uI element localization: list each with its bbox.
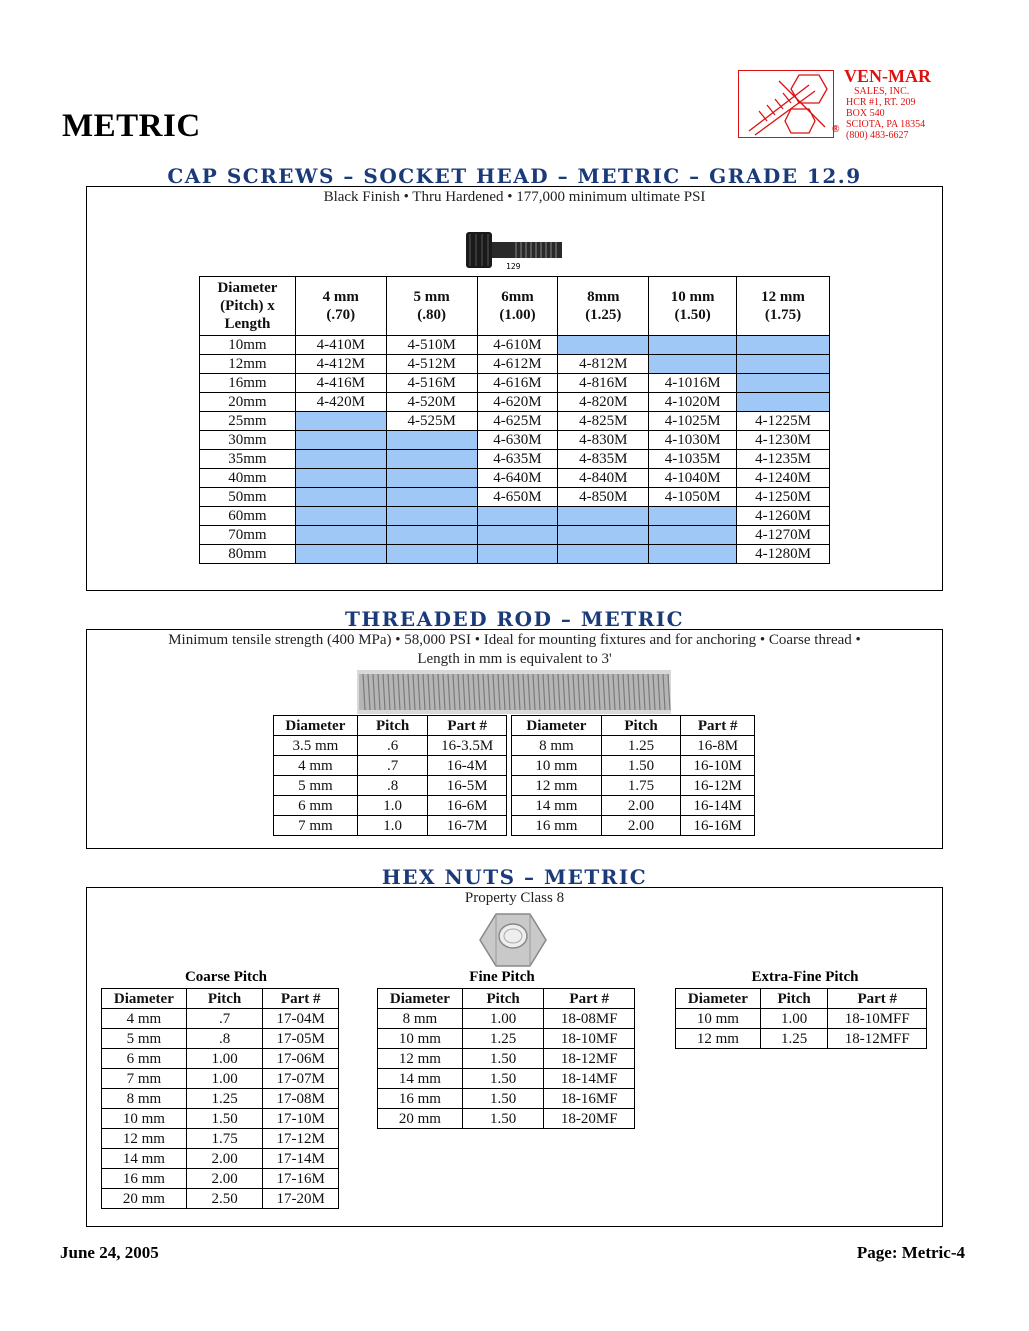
header-pitch: Pitch [186,989,263,1009]
pitch-cell: 1.00 [760,1009,828,1029]
part-number-cell: 16-5M [428,776,507,796]
pitch-cell: 1.50 [462,1109,544,1129]
header-diameter: Diameter [378,989,463,1009]
diameter-cell: 7 mm [274,816,358,836]
header-size-column [477,277,558,336]
part-number-cell: 4-640M [477,469,558,488]
pitch-cell: 1.25 [462,1029,544,1049]
unavailable-cell [386,488,477,507]
header-part-number: Part # [428,716,507,736]
header-diameter: Diameter [512,716,602,736]
header-line-2: (Pitch) x [220,298,275,314]
pitch-cell: .8 [357,776,428,796]
diameter-cell: 12 mm [378,1049,463,1069]
extra-fine-pitch-table [675,988,927,1049]
header-size: 8mm [587,289,620,305]
part-number-cell: 17-14M [263,1149,339,1169]
unavailable-cell [649,526,737,545]
part-number-cell: 18-10MF [544,1029,635,1049]
part-number-cell: 4-630M [477,431,558,450]
header-pitch: (1.00) [499,307,536,323]
coarse-pitch-body [102,1009,339,1209]
table-row [200,488,830,507]
pitch-cell: 1.00 [462,1009,544,1029]
diameter-cell: 5 mm [102,1029,187,1049]
part-number-cell: 4-820M [558,393,649,412]
hex-nuts-description: Property Class 8 [464,890,565,906]
part-number-cell: 4-1240M [737,469,830,488]
table-row [102,1169,339,1189]
logo-line-5: (800) 483-6627 [846,130,909,141]
length-cell: 60mm [200,507,296,526]
pitch-cell: 1.50 [462,1069,544,1089]
diameter-cell: 14 mm [512,796,602,816]
unavailable-cell [558,545,649,564]
table-row [274,796,507,816]
part-number-cell: 17-07M [263,1069,339,1089]
diameter-cell: 8 mm [102,1089,187,1109]
pitch-cell: .6 [357,736,428,756]
unavailable-cell [477,526,558,545]
table-row [200,526,830,545]
diameter-cell: 14 mm [102,1149,187,1169]
header-part-number: Part # [828,989,927,1009]
part-number-cell: 4-412M [295,355,386,374]
part-number-cell: 4-840M [558,469,649,488]
part-number-cell: 4-1230M [737,431,830,450]
unavailable-cell [649,507,737,526]
table-row [676,1009,927,1029]
table-row [102,1069,339,1089]
unavailable-cell [649,545,737,564]
unavailable-cell [295,545,386,564]
table-row [512,756,755,776]
table-row [274,776,507,796]
part-number-cell: 4-812M [558,355,649,374]
threaded-rod-description [86,631,943,669]
table-row [200,507,830,526]
pitch-cell: 1.00 [186,1069,263,1089]
unavailable-cell [477,545,558,564]
unavailable-cell [386,469,477,488]
diameter-cell: 16 mm [378,1089,463,1109]
header-size-column [295,277,386,336]
header-size-column [558,277,649,336]
length-cell: 25mm [200,412,296,431]
part-number-cell: 4-1016M [649,374,737,393]
cap-screws-body [200,336,830,564]
table-row [378,1049,635,1069]
part-number-cell: 4-1025M [649,412,737,431]
extra-fine-pitch-title: Extra-Fine Pitch [751,969,859,985]
part-number-cell: 17-05M [263,1029,339,1049]
pitch-cell: 1.50 [462,1089,544,1109]
part-number-cell: 18-12MF [544,1049,635,1069]
table-row [102,1149,339,1169]
pitch-cell: .7 [186,1009,263,1029]
company-logo [738,66,968,141]
unavailable-cell [477,507,558,526]
table-row [200,469,830,488]
grade-stamp-label: 129 [506,262,521,271]
header-pitch: (1.25) [585,307,622,323]
unavailable-cell [295,469,386,488]
pitch-cell: 1.00 [186,1049,263,1069]
part-number-cell: 17-06M [263,1049,339,1069]
part-number-cell: 4-825M [558,412,649,431]
diameter-cell: 3.5 mm [274,736,358,756]
length-cell: 30mm [200,431,296,450]
diameter-cell: 5 mm [274,776,358,796]
table-row [200,393,830,412]
unavailable-cell [558,507,649,526]
pitch-cell: 2.00 [186,1149,263,1169]
part-number-cell: 18-14MF [544,1069,635,1089]
cap-screws-table [199,276,830,564]
page-title: METRIC [62,108,201,144]
length-cell: 12mm [200,355,296,374]
part-number-cell: 18-10MFF [828,1009,927,1029]
fine-pitch-body [378,1009,635,1129]
part-number-cell: 17-12M [263,1129,339,1149]
registered-mark: ® [832,124,840,135]
pitch-cell: 1.50 [601,756,681,776]
length-cell: 35mm [200,450,296,469]
header-size-column [649,277,737,336]
part-number-cell: 4-830M [558,431,649,450]
diameter-cell: 12 mm [676,1029,761,1049]
header-pitch: (.70) [326,307,356,323]
logo-company-name: VEN-MAR [844,66,931,86]
part-number-cell: 4-635M [477,450,558,469]
length-cell: 80mm [200,545,296,564]
header-size: 6mm [501,289,534,305]
unavailable-cell [295,526,386,545]
unavailable-cell [737,336,830,355]
part-number-cell: 16-12M [681,776,755,796]
hex-nut-illustration [478,912,548,973]
part-number-cell: 4-1030M [649,431,737,450]
threaded-rod-table-left [273,715,507,836]
part-number-cell: 16-8M [681,736,755,756]
diameter-cell: 16 mm [512,816,602,836]
logo-bolt-graphic [738,70,834,138]
fine-pitch-title: Fine Pitch [469,969,535,985]
table-row [378,1069,635,1089]
table-row [378,1089,635,1109]
unavailable-cell [386,507,477,526]
length-cell: 40mm [200,469,296,488]
table-row [512,796,755,816]
header-pitch: Pitch [760,989,828,1009]
diameter-cell: 20 mm [102,1189,187,1209]
diameter-cell: 10 mm [512,756,602,776]
part-number-cell: 17-08M [263,1089,339,1109]
part-number-cell: 16-4M [428,756,507,776]
part-number-cell: 4-616M [477,374,558,393]
unavailable-cell [295,412,386,431]
unavailable-cell [295,507,386,526]
threaded-rod-description-line-1: Minimum tensile strength (400 MPa) • 58,000 PSI • Ideal for mounting fixtures and for anchoring • Coarse thread • [168,632,861,648]
table-row [274,816,507,836]
unavailable-cell [386,450,477,469]
pitch-cell: 2.00 [601,816,681,836]
header-size: 5 mm [413,289,450,305]
part-number-cell: 17-20M [263,1189,339,1209]
unavailable-cell [558,336,649,355]
header-pitch: (.80) [417,307,446,323]
header-size-column [386,277,477,336]
header-diameter: Diameter [274,716,358,736]
diameter-cell: 10 mm [102,1109,187,1129]
threaded-rod-illustration [357,670,671,719]
coarse-pitch-table [101,988,339,1209]
diameter-cell: 10 mm [676,1009,761,1029]
length-cell: 16mm [200,374,296,393]
diameter-cell: 7 mm [102,1069,187,1089]
header-diameter-pitch-length [200,277,296,336]
header-part-number: Part # [263,989,339,1009]
table-row [378,1029,635,1049]
table-row [200,355,830,374]
header-diameter: Diameter [676,989,761,1009]
unavailable-cell [295,431,386,450]
pitch-cell: 1.25 [760,1029,828,1049]
diameter-cell: 12 mm [102,1129,187,1149]
length-cell: 10mm [200,336,296,355]
diameter-cell: 16 mm [102,1169,187,1189]
header-pitch: Pitch [462,989,544,1009]
part-number-cell: 4-1020M [649,393,737,412]
header-pitch: (1.50) [674,307,711,323]
pitch-cell: 1.0 [357,796,428,816]
pitch-cell: 1.75 [186,1129,263,1149]
part-number-cell: 4-525M [386,412,477,431]
part-number-cell: 16-10M [681,756,755,776]
diameter-cell: 10 mm [378,1029,463,1049]
part-number-cell: 17-10M [263,1109,339,1129]
coarse-header-row [102,989,339,1009]
coarse-pitch-title: Coarse Pitch [184,969,268,985]
part-number-cell: 4-612M [477,355,558,374]
table-row [200,336,830,355]
pitch-cell: 2.00 [186,1169,263,1189]
part-number-cell: 4-512M [386,355,477,374]
table-row [378,1109,635,1129]
header-line-1: Diameter [217,280,278,296]
diameter-cell: 8 mm [512,736,602,756]
threaded-rod-description-line-2: Length in mm is equivalent to 3' [417,651,612,667]
table-row [200,374,830,393]
part-number-cell: 4-1260M [737,507,830,526]
pitch-cell: 2.00 [601,796,681,816]
diameter-cell: 12 mm [512,776,602,796]
part-number-cell: 4-1040M [649,469,737,488]
table-row [102,1089,339,1109]
header-size: 10 mm [670,289,715,305]
part-number-cell: 4-1270M [737,526,830,545]
unavailable-cell [295,488,386,507]
rod-left-body [274,736,507,836]
unavailable-cell [386,526,477,545]
socket-cap-screw-illustration [464,228,568,279]
part-number-cell: 4-520M [386,393,477,412]
hex-nuts-title: HEX NUTS – METRIC [381,865,648,889]
part-number-cell: 4-1280M [737,545,830,564]
part-number-cell: 4-510M [386,336,477,355]
part-number-cell: 18-20MF [544,1109,635,1129]
table-row [200,431,830,450]
unavailable-cell [386,431,477,450]
pitch-cell: 1.50 [462,1049,544,1069]
table-row [676,1029,927,1049]
table-row [512,816,755,836]
length-cell: 20mm [200,393,296,412]
part-number-cell: 4-610M [477,336,558,355]
part-number-cell: 17-16M [263,1169,339,1189]
pitch-cell: 1.75 [601,776,681,796]
header-pitch: Pitch [357,716,428,736]
table-row [102,1009,339,1029]
header-part-number: Part # [681,716,755,736]
table-row [274,736,507,756]
rod-right-body [512,736,755,836]
part-number-cell: 16-6M [428,796,507,816]
length-cell: 50mm [200,488,296,507]
pitch-cell: 1.50 [186,1109,263,1129]
fine-pitch-table [377,988,635,1129]
header-pitch: Pitch [601,716,681,736]
pitch-cell: 1.25 [186,1089,263,1109]
table-row [102,1129,339,1149]
part-number-cell: 16-14M [681,796,755,816]
logo-line-1: SALES, INC. [854,86,910,97]
part-number-cell: 4-835M [558,450,649,469]
table-row [102,1029,339,1049]
table-row [512,776,755,796]
length-cell: 70mm [200,526,296,545]
part-number-cell: 17-04M [263,1009,339,1029]
diameter-cell: 6 mm [102,1049,187,1069]
cap-screws-header-row [200,277,830,336]
part-number-cell: 4-850M [558,488,649,507]
header-line-3: Length [224,316,271,332]
footer-page-number: Page: Metric-4 [856,1243,965,1262]
unavailable-cell [737,355,830,374]
part-number-cell: 16-16M [681,816,755,836]
header-pitch: (1.75) [764,307,802,323]
unavailable-cell [649,355,737,374]
unavailable-cell [649,336,737,355]
part-number-cell: 4-1035M [649,450,737,469]
pitch-cell: .7 [357,756,428,776]
rod-right-header-row [512,716,755,736]
extra-fine-pitch-body [676,1009,927,1049]
part-number-cell: 4-1225M [737,412,830,431]
diameter-cell: 4 mm [274,756,358,776]
table-row [200,545,830,564]
header-size-column [737,277,830,336]
table-row [200,450,830,469]
rod-left-header-row [274,716,507,736]
pitch-cell: 2.50 [186,1189,263,1209]
table-row [102,1049,339,1069]
part-number-cell: 4-625M [477,412,558,431]
diameter-cell: 20 mm [378,1109,463,1129]
logo-line-2: HCR #1, RT. 209 [846,97,916,108]
part-number-cell: 4-420M [295,393,386,412]
unavailable-cell [558,526,649,545]
threaded-rod-title: THREADED ROD – METRIC [344,607,685,631]
logo-line-3: BOX 540 [846,108,885,119]
threaded-rod-table-right [511,715,755,836]
part-number-cell: 4-516M [386,374,477,393]
table-row [274,756,507,776]
unavailable-cell [737,374,830,393]
diameter-cell: 6 mm [274,796,358,816]
extra-fine-header-row [676,989,927,1009]
part-number-cell: 4-1235M [737,450,830,469]
part-number-cell: 4-416M [295,374,386,393]
fine-header-row [378,989,635,1009]
part-number-cell: 16-3.5M [428,736,507,756]
part-number-cell: 18-16MF [544,1089,635,1109]
table-row [102,1109,339,1129]
part-number-cell: 18-12MFF [828,1029,927,1049]
part-number-cell: 18-08MF [544,1009,635,1029]
part-number-cell: 16-7M [428,816,507,836]
logo-line-4: SCIOTA, PA 18354 [846,119,926,130]
pitch-cell: 1.0 [357,816,428,836]
table-row [200,412,830,431]
part-number-cell: 4-1250M [737,488,830,507]
header-size: 12 mm [761,289,805,305]
cap-screws-description: Black Finish • Thru Hardened • 177,000 minimum ultimate PSI [323,189,706,205]
diameter-cell: 14 mm [378,1069,463,1089]
part-number-cell: 4-1050M [649,488,737,507]
cap-screws-title: CAP SCREWS – SOCKET HEAD – METRIC – GRADE 12.9 [167,164,862,188]
header-size: 4 mm [322,289,359,305]
table-row [512,736,755,756]
table-row [102,1189,339,1209]
part-number-cell: 4-650M [477,488,558,507]
pitch-cell: 1.25 [601,736,681,756]
part-number-cell: 4-620M [477,393,558,412]
unavailable-cell [295,450,386,469]
pitch-cell: .8 [186,1029,263,1049]
diameter-cell: 4 mm [102,1009,187,1029]
unavailable-cell [737,393,830,412]
table-row [378,1009,635,1029]
part-number-cell: 4-816M [558,374,649,393]
part-number-cell: 4-410M [295,336,386,355]
header-diameter: Diameter [102,989,187,1009]
unavailable-cell [386,545,477,564]
footer-date: June 24, 2005 [60,1243,159,1262]
header-part-number: Part # [544,989,635,1009]
diameter-cell: 8 mm [378,1009,463,1029]
